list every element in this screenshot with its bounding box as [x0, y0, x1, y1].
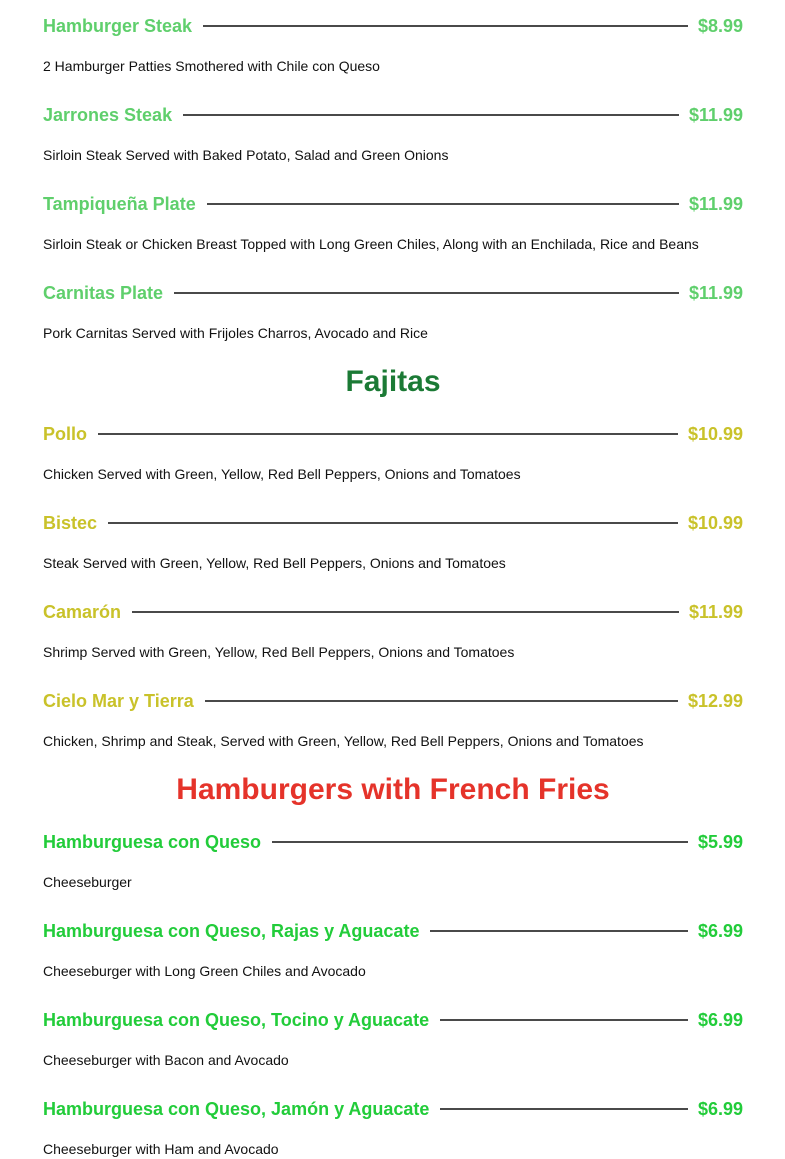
- menu-item-header: [43, 1005, 743, 1035]
- menu-item-description: Pork Carnitas Served with Frijoles Charros, Avocado and Rice: [43, 325, 428, 341]
- menu-item-price: $11.99: [688, 104, 743, 125]
- leader-line: [132, 611, 679, 613]
- leader-line: [272, 841, 688, 843]
- menu-item-price: $5.99: [697, 831, 743, 852]
- leader-line: [183, 114, 679, 116]
- menu-item-name: Pollo: [43, 423, 87, 444]
- menu-item-name: Carnitas Plate: [43, 282, 164, 303]
- leader-line: [207, 203, 679, 205]
- menu-item-price: $10.99: [687, 512, 743, 533]
- menu-item-header: [43, 100, 743, 130]
- menu-item-name: Hamburguesa con Queso, Rajas y Aguacate: [43, 920, 420, 941]
- menu-item-name: Jarrones Steak: [43, 104, 173, 125]
- menu-item-name: Bistec: [43, 512, 98, 533]
- menu-item-price: $12.99: [687, 690, 743, 711]
- menu-item-price: $11.99: [688, 282, 743, 303]
- menu-item-name: Hamburguesa con Queso, Tocino y Aguacate: [43, 1009, 430, 1030]
- menu-item-name: Tampiqueña Plate: [43, 193, 196, 214]
- menu-item-description: Sirloin Steak Served with Baked Potato, Salad and Green Onions: [43, 147, 449, 163]
- leader-line: [108, 522, 678, 524]
- leader-line: [98, 433, 678, 435]
- menu-item-name: Cielo Mar y Tierra: [43, 690, 194, 711]
- menu-item-price: $10.99: [687, 423, 743, 444]
- menu-item-name: Hamburguesa con Queso: [43, 831, 262, 852]
- menu-item-description: Cheeseburger with Ham and Avocado: [43, 1141, 279, 1157]
- menu-item-price: $11.99: [688, 601, 743, 622]
- menu-item-header: [43, 686, 743, 716]
- menu-item-description: Steak Served with Green, Yellow, Red Bell Peppers, Onions and Tomatoes: [43, 555, 506, 571]
- leader-line: [174, 292, 679, 294]
- menu-item-description: Chicken Served with Green, Yellow, Red Bell Peppers, Onions and Tomatoes: [43, 466, 521, 482]
- menu-item-price: $6.99: [697, 920, 743, 941]
- menu-item-header: [43, 278, 743, 308]
- section-title-hamburgers: Hamburgers with French Fries: [176, 773, 610, 806]
- menu-item-header: [43, 597, 743, 627]
- menu-item-header: [43, 916, 743, 946]
- menu-item-description: Cheeseburger: [43, 874, 132, 890]
- menu-item-description: Cheeseburger with Long Green Chiles and Avocado: [43, 963, 366, 979]
- menu-item-description: Cheeseburger with Bacon and Avocado: [43, 1052, 289, 1068]
- menu-item-description: Shrimp Served with Green, Yellow, Red Bell Peppers, Onions and Tomatoes: [43, 644, 515, 660]
- menu-item-description: 2 Hamburger Patties Smothered with Chile con Queso: [43, 58, 380, 74]
- menu-item-name: Camarón: [43, 601, 122, 622]
- menu-item-header: [43, 189, 743, 219]
- menu-item-name: Hamburger Steak: [43, 15, 193, 36]
- section-title-fajitas: Fajitas: [345, 365, 441, 398]
- leader-line: [440, 1108, 688, 1110]
- leader-line: [430, 930, 688, 932]
- leader-line: [440, 1019, 688, 1021]
- menu-item-price: $11.99: [688, 193, 743, 214]
- menu-item-description: Chicken, Shrimp and Steak, Served with Green, Yellow, Red Bell Peppers, Onions and Tomatoes: [43, 733, 644, 749]
- menu-item-description: Sirloin Steak or Chicken Breast Topped with Long Green Chiles, Along with an Enchilada, Rice and Beans: [43, 236, 699, 252]
- menu-item-price: $6.99: [697, 1098, 743, 1119]
- menu-item-header: [43, 1094, 743, 1124]
- leader-line: [205, 700, 678, 702]
- menu-item-header: [43, 11, 743, 41]
- menu-item-header: [43, 508, 743, 538]
- menu-item-price: $8.99: [697, 15, 743, 36]
- menu-item-header: [43, 827, 743, 857]
- menu-item-name: Hamburguesa con Queso, Jamón y Aguacate: [43, 1098, 430, 1119]
- menu-item-header: [43, 419, 743, 449]
- leader-line: [203, 25, 688, 27]
- menu-item-price: $6.99: [697, 1009, 743, 1030]
